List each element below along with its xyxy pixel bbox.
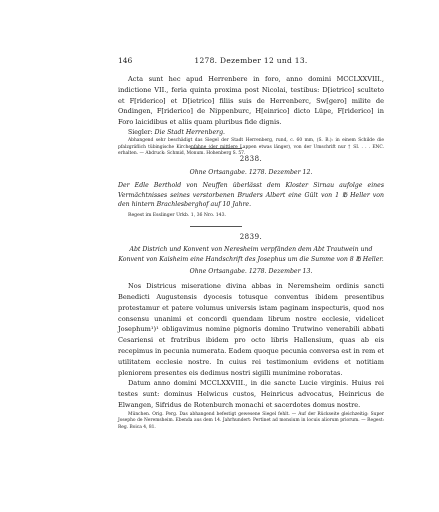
section-divider [190,226,242,227]
doc3-note-text: Das abhangend befestigt gewesene Siegel fehlt. — Auf der Rückseite gleichzeitig: Super Josepho de Neremsheim. Ebenda aus dem 14. Jahrhundert: Pertinet ad monsium in locuis aliorum priorum. — Regest: Reg. Boica 4, 81. [118,411,384,430]
doc1-sealer [118,128,384,138]
doc3-place-date: Ohne Ortsangabe. 1278. Dezember 13. [189,268,313,276]
doc2-section [118,155,384,219]
doc3-note [118,412,384,432]
section-divider [190,148,242,149]
doc2-regest: Der Edle Berthold von Neuffen überlässt dem Kloster Sirnau aufolge eines Vermächtnisses seines verstorbenen Bruders Albert eine Gült von 1 ℔ Heller von den hintern Brachlesberghof auf 10 Jahre. [118,182,384,209]
doc2-number: 2838. [239,155,263,163]
doc3-regest: Abt Districh und Konvent von Neresheim verpfänden dem Abt Trautwein und Konvent von Kaisheim eine Handschrift des Josephus um die Summe von 8 ℔ Heller. [118,246,384,263]
doc2-place-date: Ohne Ortsangabe. 1278. Dezember 12. [189,169,313,176]
doc3-text-1: Nos Districus miseratione divina abbas in Neremsheim ordinis sancti Benedicti Augustensis dyocesis totusque conventus ibidem presentibus protestamur et patere volumus universis istam paginam inspecturis, quod nos consensu unanimi et concordi quendam librum nostre ecclesie, videlicet Josephum¹)¹ obligavimus nomine pignoris domino Trutwino venerabili abbati Cesariensi et fratribus ibidem pro octo libris Hallensium, quas ab eis recepimus in pecunia numerata. Eadem quoque pecunia conversa est in rem et utilitatem ecclesie nostre. In cuius rei testimonium evidens et notitiam pleniorem presentes eis dedimus nostri sigilli munimine roboratas. [118,282,384,377]
doc1-sealer-label: Siegler: [128,128,153,136]
page-header [118,56,384,68]
doc1-section [118,74,384,158]
running-title: 1278. Dezember 12 und 13. [194,56,308,65]
doc3-text-2: Datum anno domini MCCLXXVIII., in die sancte Lucie virginis. Huius rei testes sunt: dominus Helwicus custos, Heinricus advocatus, Heinricus de Elwangen, Sifridus de Rotenburch monachi et sacerdotes domus nostre. [118,379,384,409]
doc3-note-label: München. Orig. Perg. [128,411,178,417]
doc2-source: Regest im Esslinger Urkb. 1, 36 Nro. 143. [128,212,226,218]
doc1-sealer-value: Die Stadt Herrenberg. [154,128,226,136]
doc1-text: Acta sunt hec apud Herrenbere in foro, anno domini MCCLXXVIII., indictione VII., feria quinta proxima post Nicolai, testibus: D[ietrico] sculteto et F[riderico] et D[ietrico] filiis suis de Herrenberc, Sw[gero] milite de Ondingen, F[riderico] de Nippenburc, H[einrico] dicto Lüpe, F[riderico] in Foro laicidibus et aliis quam pluribus fide dignis. [118,75,384,127]
doc3-number: 2839. [239,233,263,241]
doc3-section [118,233,384,432]
doc1-note: Abhangend sehr beschädigt das Siegel der Stadt Herrenberg, rund, c. 60 mm, (S. B.): in einem Schilde die pfalzgräflich tübingische Kirchenfahne (der mittlere Lappen etwas länger), von der Umschrift nur † SI. . . . ENC. erhalten. — Abdruck: Schmid, Monum. Hohenberg S. 57. [118,137,384,157]
page-number: 146 [118,56,133,65]
